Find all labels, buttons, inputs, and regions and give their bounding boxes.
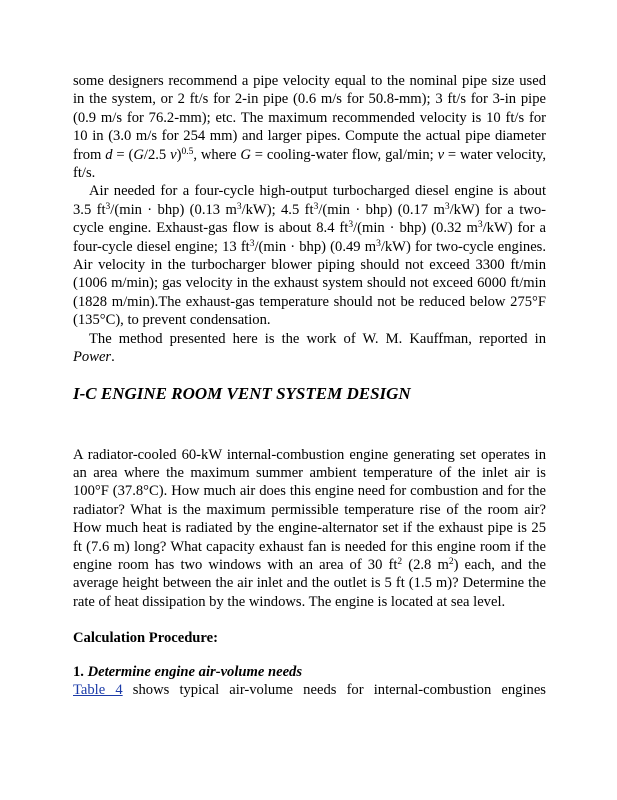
paragraph-method-source: The method presented here is the work of W. M. Kauffman, reported in Power. xyxy=(73,330,546,366)
document-page xyxy=(73,72,546,699)
calculation-procedure-heading: Calculation Procedure: xyxy=(73,630,218,647)
step-1-text: Table 4 shows typical air-volume needs for internal-combustion engines xyxy=(73,681,546,698)
paragraph-air-needed: Air needed for a four-cycle high-output turbocharged diesel engine is about 3.5 $ft^3/(\min \cdot bhp)$ (0.13 $m^3/kW$); 4.5 $ft^3/(\min \cdot bhp)$ (0.17 $m^3/kW$) for a two-cycle engine. Exhaust-gas flow is about 8.4 $ft^3/(\min \cdot bhp)$ (0.32 $m^3/kW$) for a four-cycle diesel engine; 13 $ft^3/(\min \cdot bhp)$ (0.49 $m^3/kW$) for two-cycle engines. Air velocity in the turbocharger blower piping should not exceed 3300 ft/min (1006 m/min); gas velocity in the exhaust system should not exceed 6000 ft/min (1828 m/min).The exhaust-gas temperature should not be reduced below 275°F (135°C), to prevent condensation. xyxy=(73,183,547,329)
section-heading: I-C ENGINE ROOM VENT SYSTEM DESIGN xyxy=(73,383,411,403)
paragraph-pipe-velocity: some designers recommend a pipe velocity equal to the nominal pipe size used in the system, or 2 ft/s for 2-in pipe (0.6 m/s for 50.8-mm); 3 ft/s for 3-in pipe (0.9 m/s for 76.2-mm); etc. The maximum recommended velocity is 10 ft/s for 10 in (3.0 m/s for 254 mm) and larger pipes. Compute the actual pipe diameter from d = (G/2.5 v)$^{0.5}$, where G = cooling-water flow, gal/min; v = water velocity, ft/s. xyxy=(73,73,546,182)
step-1-heading: 1. Determine engine air-volume needs xyxy=(73,663,303,680)
table-4-link[interactable]: Table 4 xyxy=(73,681,123,698)
problem-statement: A radiator-cooled 60-kW internal-combustion engine generating set operates in an area where the maximum summer ambient temperature of the inlet air is 100°F (37.8°C). How much air does this engine need for combustion and for the radiator? What is the maximum permissible temperature rise of the room air? How much heat is radiated by the engine-alternator set if the exhaust pipe is 25 ft (7.6 m) long? What capacity exhaust fan is needed for this engine room if the engine room has two windows with an area of 30 $ft^2$ (2.8 $m^2$) each, and the average height between the air inlet and the outlet is 5 ft (1.5 m)? Determine the rate of heat dissipation by the windows. The engine is located at sea level. xyxy=(73,446,546,610)
